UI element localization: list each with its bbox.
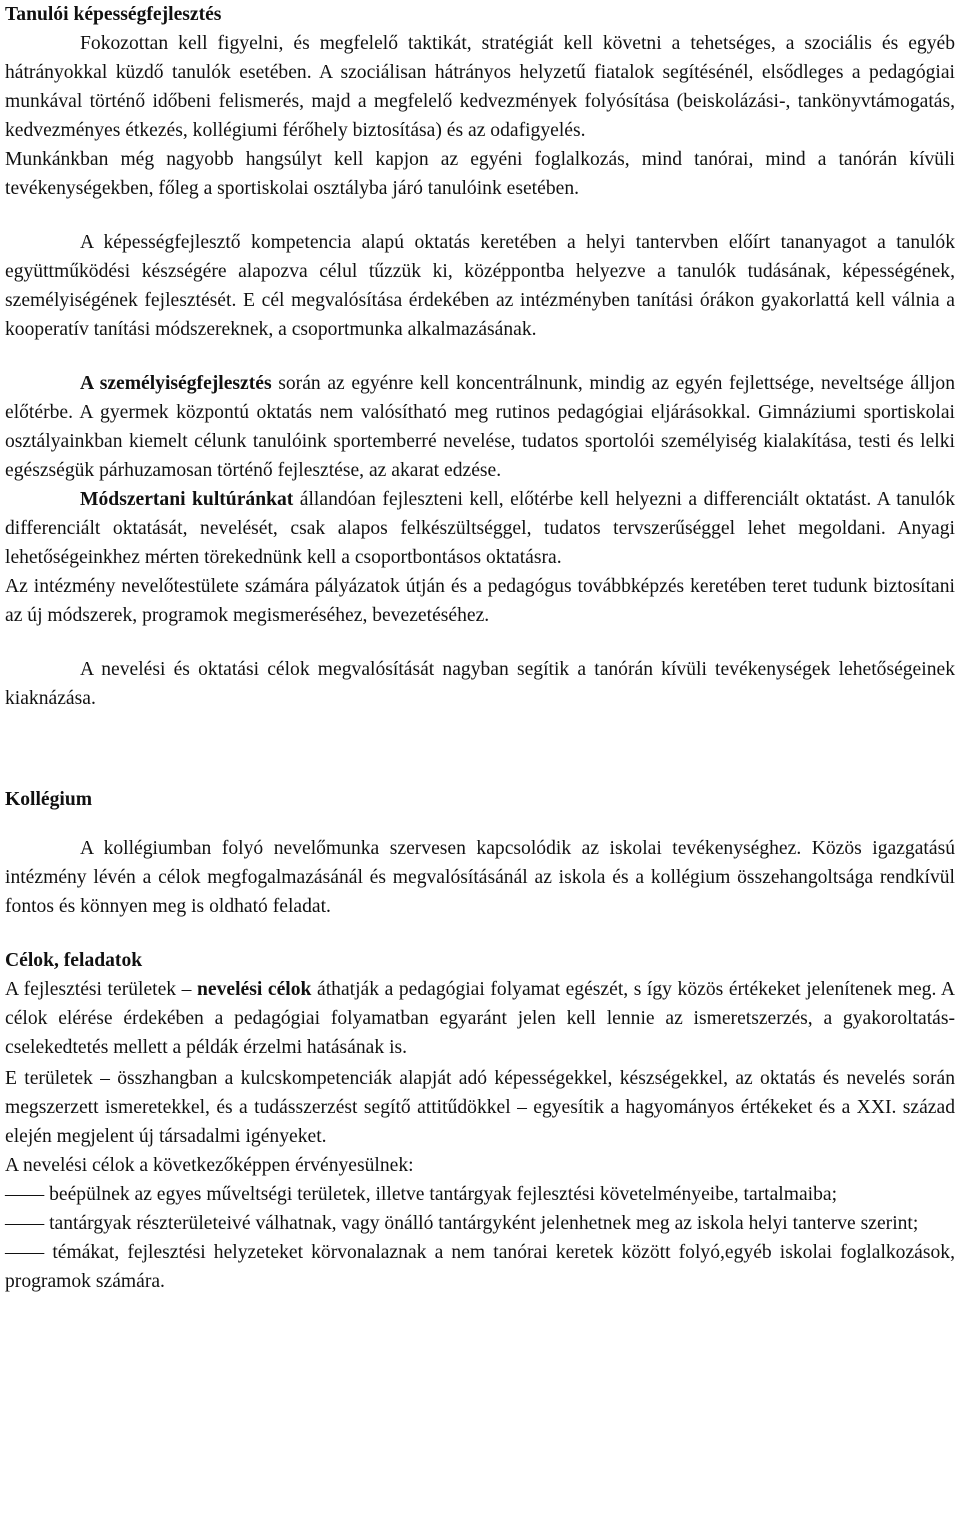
paragraph-text: A fejlesztési területek – [5,979,198,1000]
section-heading-kollegium: Kollégium [5,789,93,810]
paragraph [5,485,955,572]
section-heading-kepessegfejlesztes: Tanulói képességfejlesztés [5,4,222,25]
list-item: —— tantárgyak részterületeivé válhatnak, vagy önálló tantárgyként jelenhetnek meg az iskola helyi tanterve szerint; [5,1209,955,1238]
paragraph: A nevelési és oktatási célok megvalósítását nagyban segítik a tanórán kívüli tevékenységek lehetőségeinek kiaknázása. [5,659,955,709]
bold-term: A személyiségfejlesztés [80,373,272,394]
paragraph: Fokozottan kell figyelni, és megfelelő taktikát, stratégiát kell követni a tehetséges, a szociális és egyéb hátrányokkal küzdő tanulók esetében. A szociálisan hátrányos helyzetű fiatalok segítésénél, elsődleges a pedagógiai munkával történő időbeni felismerés, majd a megfelelő kedvezmények folyósítása (beiskolázási-, tankönyvtámogatás, kedvezményes étkezés, kollégiumi férőhely biztosítása) és az odafigyelés. [5,33,955,141]
list-item: —— témákat, fejlesztési helyzeteket körvonalaznak a nem tanórai keretek között folyó,egyéb iskolai foglalkozások, programok számára. [5,1238,955,1296]
bold-term: nevelési célok [197,979,312,1000]
paragraph: A nevelési célok a következőképpen érvényesülnek: [5,1155,414,1176]
paragraph: E területek – összhangban a kulcskompetenciák alapját adó képességekkel, készségekkel, az oktatás és nevelés során megszerzett ismeretekkel, és a tudásszerzést segítő attitűdökkel – egyesítik a hagyományos értékeket és a XXI. század elején megjelent új társadalmi igényeket. [5,1068,955,1147]
paragraph [5,975,955,1062]
paragraph-text: áthatják a pedagógiai folyamat egészét, s így közös értékeket jelenítenek meg. A célok elérése érdekében a pedagógiai folyamatban egyaránt jelen kell lennie az ismeretszerzés, a gyakoroltatás-cselekedtetés mellett a példák érzelmi hatásának is. [5,979,955,1058]
paragraph: A képességfejlesztő kompetencia alapú oktatás keretében a helyi tantervben előírt tananyagot a tanulók együttműködési készségére alapozva célul tűzzük ki, középpontba helyezve a tanulók tudásának, képességének, személyiségének fejlesztését. E cél megvalósítása érdekében az intézményben tanítási órákon gyakorlattá kell válnia a kooperatív tanítási módszereknek, a csoportmunka alkalmazásának. [5,232,955,340]
paragraph [5,369,955,485]
paragraph-text: állandóan fejleszteni kell, előtérbe kell helyezni a differenciált oktatást. A tanulók differenciált oktatását, nevelését, csak alapos felkészültséggel, tudatos tervszerűséggel lehet megoldani. Anyagi lehetőségeinkhez mérten törekednünk kell a csoportbontásos oktatásra. [5,489,955,568]
paragraph: Az intézmény nevelőtestülete számára pályázatok útján és a pedagógus továbbképzés keretében teret tudunk biztosítani az új módszerek, programok megismeréséhez, bevezetéséhez. [5,576,955,626]
bold-term: Módszertani kultúránkat [80,489,294,510]
paragraph: A kollégiumban folyó nevelőmunka szervesen kapcsolódik az iskolai tevékenységhez. Közös igazgatású intézmény lévén a célok megfogalmazásánál és megvalósításánál az iskola és a kollégium összehangoltsága rendkívül fontos és könnyen meg is oldható feladat. [5,838,955,917]
section-heading-celok-feladatok: Célok, feladatok [5,950,143,971]
list-item: —— beépülnek az egyes műveltségi területek, illetve tantárgyak fejlesztési követelményeibe, tartalmaiba; [5,1180,955,1209]
paragraph-text: során az egyénre kell koncentrálnunk, mindig az egyén fejlettsége, neveltsége álljon előtérbe. A gyermek központú oktatás nem valósítható meg rutinos pedagógiai eljárásokkal. Gimnáziumi sportiskolai osztályainkban kiemelt célunk tanulóink sportemberré nevelése, tudatos sportolói személyiség kialakítása, testi és lelki egészségük párhuzamosan történő fejlesztése, az akarat edzése. [5,373,955,481]
paragraph: Munkánkban még nagyobb hangsúlyt kell kapjon az egyéni foglalkozás, mind tanórai, mind a tanórán kívüli tevékenységekben, főleg a sportiskolai osztályba járó tanulóink esetében. [5,149,955,199]
